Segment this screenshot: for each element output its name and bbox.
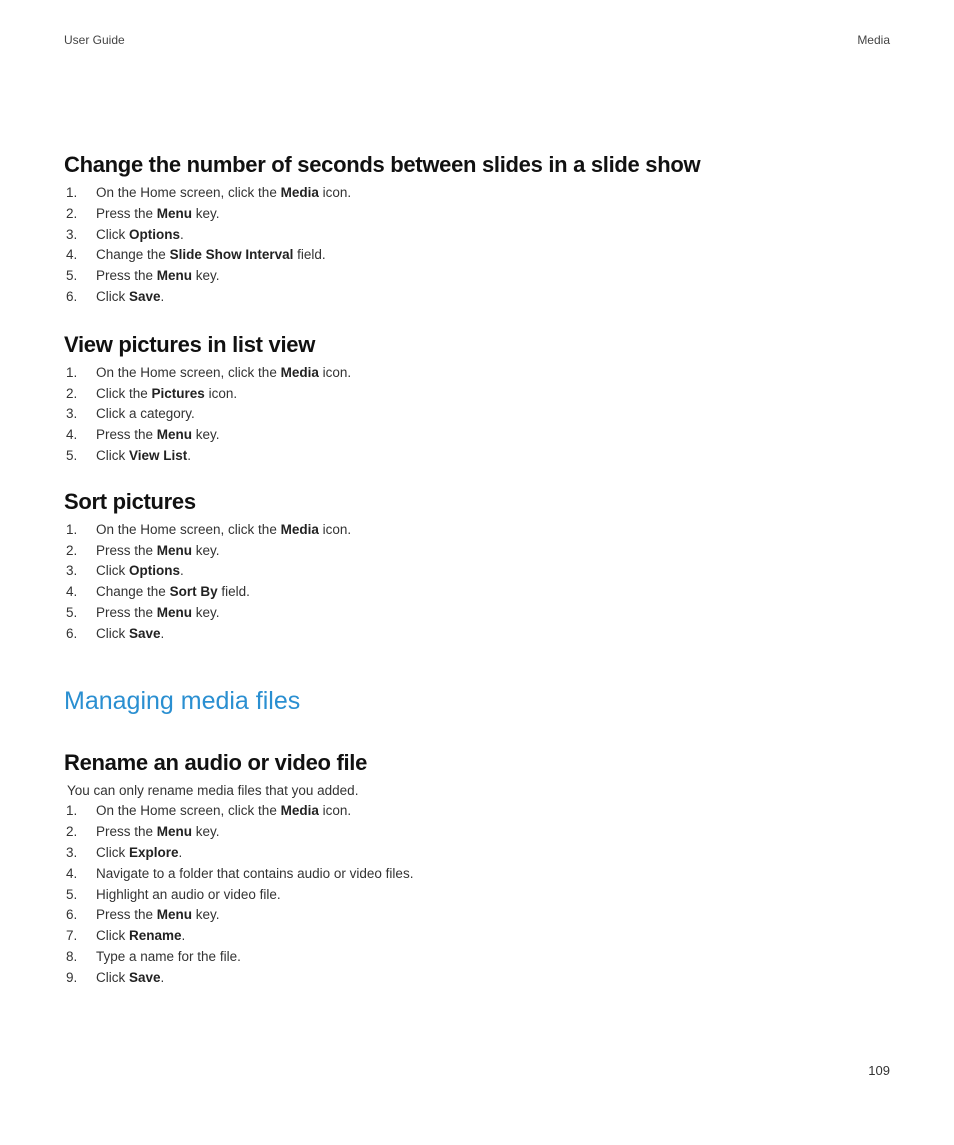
step-text-pre: Type a name for the file. [96,948,241,964]
section-heading: Change the number of seconds between slides in a slide show [64,152,701,177]
step-text [96,603,220,624]
step-list [64,183,890,308]
step-text-emphasis: Menu [156,205,193,221]
step-text-post: . [187,447,192,463]
step-item [64,446,890,467]
step-text [96,905,220,926]
step-item [64,885,890,906]
step-text-post: . [160,625,165,641]
step-text [96,801,351,822]
step-text-pre: On the Home screen, click the [96,364,281,380]
step-text-emphasis: Pictures [151,385,205,401]
step-text-pre: On the Home screen, click the [96,521,281,537]
step-number: 9. [66,969,78,985]
step-number: 6. [66,907,78,923]
step-text-post: key. [192,824,220,840]
step-number: 5. [66,268,78,284]
step-text [96,183,351,204]
step-text-emphasis: Options [129,226,180,242]
step-text-emphasis: Rename [129,928,182,944]
step-text [96,287,164,308]
step-text-pre: On the Home screen, click the [96,803,281,819]
step-text-pre: Click [96,226,129,242]
step-item [64,425,890,446]
step-item [64,926,890,947]
step-item [64,225,890,246]
step-number: 2. [66,205,78,221]
step-text-pre: Click [96,928,129,944]
step-item [64,561,890,582]
step-item [64,947,890,968]
step-number: 4. [66,584,78,600]
step-text-pre: Change the [96,584,170,600]
step-text [96,225,184,246]
step-text [96,947,241,968]
running-header-section: Media [857,33,890,47]
step-list [64,363,890,467]
step-text [96,968,164,989]
step-text-pre: Click [96,844,129,860]
step-item [64,363,890,384]
step-text-emphasis: Menu [156,268,193,284]
page-content [64,152,890,989]
section-intro: You can only rename media files that you added. [67,782,359,798]
step-text-pre: Press the [96,542,157,558]
step-text-emphasis: Menu [156,824,193,840]
step-number: 8. [66,948,78,964]
step-text-pre: Click [96,625,129,641]
step-text-post: key. [192,205,220,221]
step-item [64,864,890,885]
step-text-post: key. [192,907,220,923]
step-item [64,183,890,204]
step-text-pre: Click the [96,385,152,401]
step-item [64,843,890,864]
step-text-pre: Click a category. [96,406,195,422]
step-text [96,843,182,864]
step-text [96,363,351,384]
section-heading: View pictures in list view [64,331,316,357]
step-text [96,446,191,467]
step-text-pre: Press the [96,427,157,443]
step-text-post: . [160,969,165,985]
step-number: 6. [66,625,78,641]
step-text-pre: Press the [96,268,157,284]
step-number: 5. [66,447,78,463]
step-item [64,204,890,225]
step-number: 3. [66,226,78,242]
step-text [96,425,220,446]
step-text-emphasis: Media [280,364,319,380]
chapter-managing-media [64,687,890,989]
step-item [64,266,890,287]
step-text [96,266,220,287]
step-text-emphasis: Media [280,185,319,200]
step-number: 2. [66,542,78,558]
step-number: 1. [66,185,78,200]
step-item [64,603,890,624]
step-text [96,926,185,947]
step-text-post: icon. [318,521,352,537]
step-text-emphasis: View List [129,447,188,463]
step-item [64,287,890,308]
step-text-post: . [180,563,184,579]
step-text-pre: Press the [96,604,157,620]
step-text-post: key. [192,542,220,558]
step-text [96,384,237,405]
step-text-post: key. [192,604,220,620]
step-text-post: icon. [204,385,238,401]
step-text [96,885,281,906]
step-text-pre: Press the [96,824,157,840]
step-text-emphasis: Menu [156,604,193,620]
step-text [96,624,164,645]
step-text-post: field. [217,584,250,600]
step-text-emphasis: Menu [156,542,193,558]
section-heading: Sort pictures [64,488,196,514]
step-text-emphasis: Options [129,563,180,579]
step-item [64,541,890,562]
step-text [96,822,220,843]
step-text-post: . [160,288,165,304]
step-item [64,582,890,603]
step-text-pre: Click [96,447,129,463]
step-text-pre: Press the [96,907,157,923]
step-text-emphasis: Media [280,803,319,819]
step-text [96,561,184,582]
step-item [64,968,890,989]
step-text-pre: Highlight an audio or video file. [96,886,281,902]
step-item [64,404,890,425]
step-text-emphasis: Sort By [169,584,218,600]
step-text-emphasis: Menu [156,907,193,923]
section-sort-pictures [64,489,890,645]
step-number: 2. [66,385,78,401]
step-text-pre: Click [96,969,129,985]
step-item [64,822,890,843]
section-heading: Rename an audio or video file [64,749,368,775]
step-text-pre: Navigate to a folder that contains audio or video files. [96,865,414,881]
step-number: 5. [66,604,78,620]
step-text [96,245,326,266]
step-text-pre: Click [96,288,129,304]
step-text-pre: On the Home screen, click the [96,185,281,200]
section-rename-file [64,750,890,989]
section-slide-interval [64,152,890,308]
running-header-title: User Guide [64,33,125,47]
step-item [64,384,890,405]
step-number: 2. [66,824,78,840]
step-text-post: icon. [318,364,352,380]
step-text-pre: Press the [96,205,157,221]
step-text-post: key. [192,268,220,284]
step-number: 1. [66,364,78,380]
step-text-post: . [181,928,186,944]
section-list-view [64,332,890,467]
step-number: 4. [66,247,78,263]
step-text [96,864,413,885]
step-text-post: field. [293,247,326,263]
step-text-pre: Click [96,563,129,579]
step-number: 4. [66,427,78,443]
step-text-emphasis: Media [280,521,319,537]
step-text [96,204,220,225]
step-text [96,541,220,562]
step-item [64,801,890,822]
step-number: 7. [66,928,78,944]
step-number: 3. [66,406,78,422]
step-number: 3. [66,563,78,579]
step-text-post: icon. [318,803,352,819]
step-number: 5. [66,886,78,902]
step-text-pre: Change the [96,247,170,263]
page-number: 109 [868,1063,890,1078]
step-number: 4. [66,865,78,881]
step-text-post: . [180,226,184,242]
step-number: 6. [66,288,78,304]
step-text-emphasis: Save [129,625,161,641]
step-item [64,245,890,266]
step-text-post: . [178,844,183,860]
step-list [64,520,890,645]
step-text-emphasis: Slide Show Interval [169,247,294,263]
step-text [96,404,195,425]
chapter-heading: Managing media files [64,686,301,715]
step-text-post: key. [192,427,220,443]
step-text [96,582,250,603]
step-item [64,520,890,541]
step-text-emphasis: Save [129,969,161,985]
step-number: 1. [66,803,78,819]
step-item [64,905,890,926]
step-list [64,801,890,988]
step-text-post: icon. [318,185,352,200]
step-number: 3. [66,844,78,860]
step-item [64,624,890,645]
step-text-emphasis: Explore [129,844,179,860]
step-text-emphasis: Save [129,288,161,304]
step-text [96,520,351,541]
step-number: 1. [66,521,78,537]
step-text-emphasis: Menu [156,427,193,443]
